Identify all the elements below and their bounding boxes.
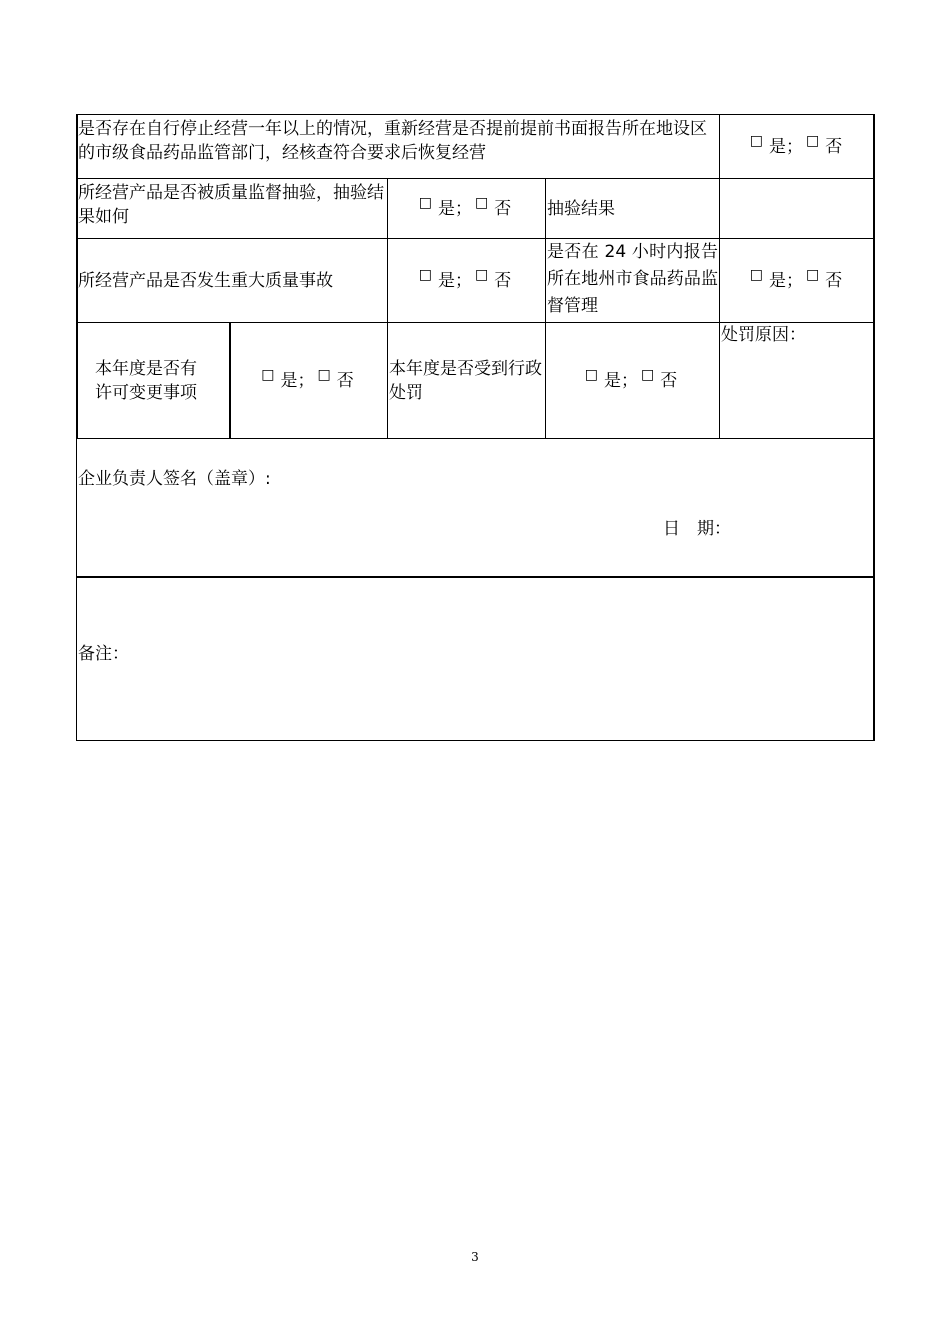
checkbox-no[interactable]: □ <box>317 366 331 383</box>
no-label: 否 <box>825 270 843 291</box>
stop-business-choice[interactable] <box>719 114 875 178</box>
stop-business-question: 是否存在自行停止经营一年以上的情况，重新经营是否提前提前书面报告所在地设区的市级食品药品监管部门，经核查符合要求后恢复经营 <box>76 114 719 178</box>
no-label: 否 <box>494 270 512 291</box>
yes-label: 是； <box>769 270 803 291</box>
signature-label: 企业负责人签名（盖章）: <box>78 469 271 489</box>
no-label: 否 <box>825 136 843 157</box>
license-change-question: 本年度是否有许可变更事项 <box>76 322 230 438</box>
checkbox-yes[interactable]: □ <box>584 366 598 383</box>
yes-label: 是； <box>769 136 803 157</box>
left-thick-border <box>76 114 78 438</box>
right-border <box>873 114 875 741</box>
penalty-choice[interactable] <box>545 322 719 438</box>
license-change-choice[interactable] <box>230 322 387 438</box>
no-label: 否 <box>494 198 512 219</box>
yes-label: 是； <box>604 370 638 391</box>
date-label: 日 期： <box>663 519 731 539</box>
yes-label: 是； <box>280 370 315 391</box>
major-accident-question: 所经营产品是否发生重大质量事故 <box>76 238 387 322</box>
penalty-reason-label: 处罚原因： <box>721 325 806 345</box>
report-24h-choice[interactable] <box>719 238 875 322</box>
signature-section[interactable] <box>76 438 875 576</box>
remarks-label: 备注： <box>78 644 129 664</box>
quality-inspection-choice[interactable] <box>387 178 545 238</box>
checkbox-no[interactable]: □ <box>806 266 820 283</box>
penalty-reason-field[interactable] <box>719 322 875 438</box>
checkbox-yes[interactable]: □ <box>261 366 275 383</box>
remarks-section[interactable] <box>76 576 875 741</box>
checkbox-yes[interactable]: □ <box>418 194 432 211</box>
checkbox-yes[interactable]: □ <box>749 132 763 149</box>
yes-label: 是； <box>438 198 472 219</box>
no-label: 否 <box>336 370 354 391</box>
no-label: 否 <box>660 370 678 391</box>
inspection-result-label: 抽验结果 <box>545 178 719 238</box>
page-number: 3 <box>471 1250 479 1264</box>
inspection-result-field[interactable] <box>719 178 875 238</box>
checkbox-no[interactable]: □ <box>641 366 655 383</box>
penalty-question: 本年度是否受到行政处罚 <box>387 322 545 438</box>
checkbox-no[interactable]: □ <box>475 266 489 283</box>
major-accident-choice[interactable] <box>387 238 545 322</box>
annual-report-form <box>76 114 875 741</box>
checkbox-yes[interactable]: □ <box>749 266 763 283</box>
checkbox-no[interactable]: □ <box>475 194 489 211</box>
row4-thick-divider <box>229 322 231 438</box>
checkbox-yes[interactable]: □ <box>418 266 432 283</box>
report-24h-question: 是否在 24 小时内报告所在地州市食品药品监督管理 <box>545 238 719 322</box>
checkbox-no[interactable]: □ <box>806 132 820 149</box>
bottom-border <box>76 740 875 741</box>
quality-inspection-question: 所经营产品是否被质量监督抽验，抽验结果如何 <box>76 178 387 238</box>
yes-label: 是； <box>438 270 472 291</box>
